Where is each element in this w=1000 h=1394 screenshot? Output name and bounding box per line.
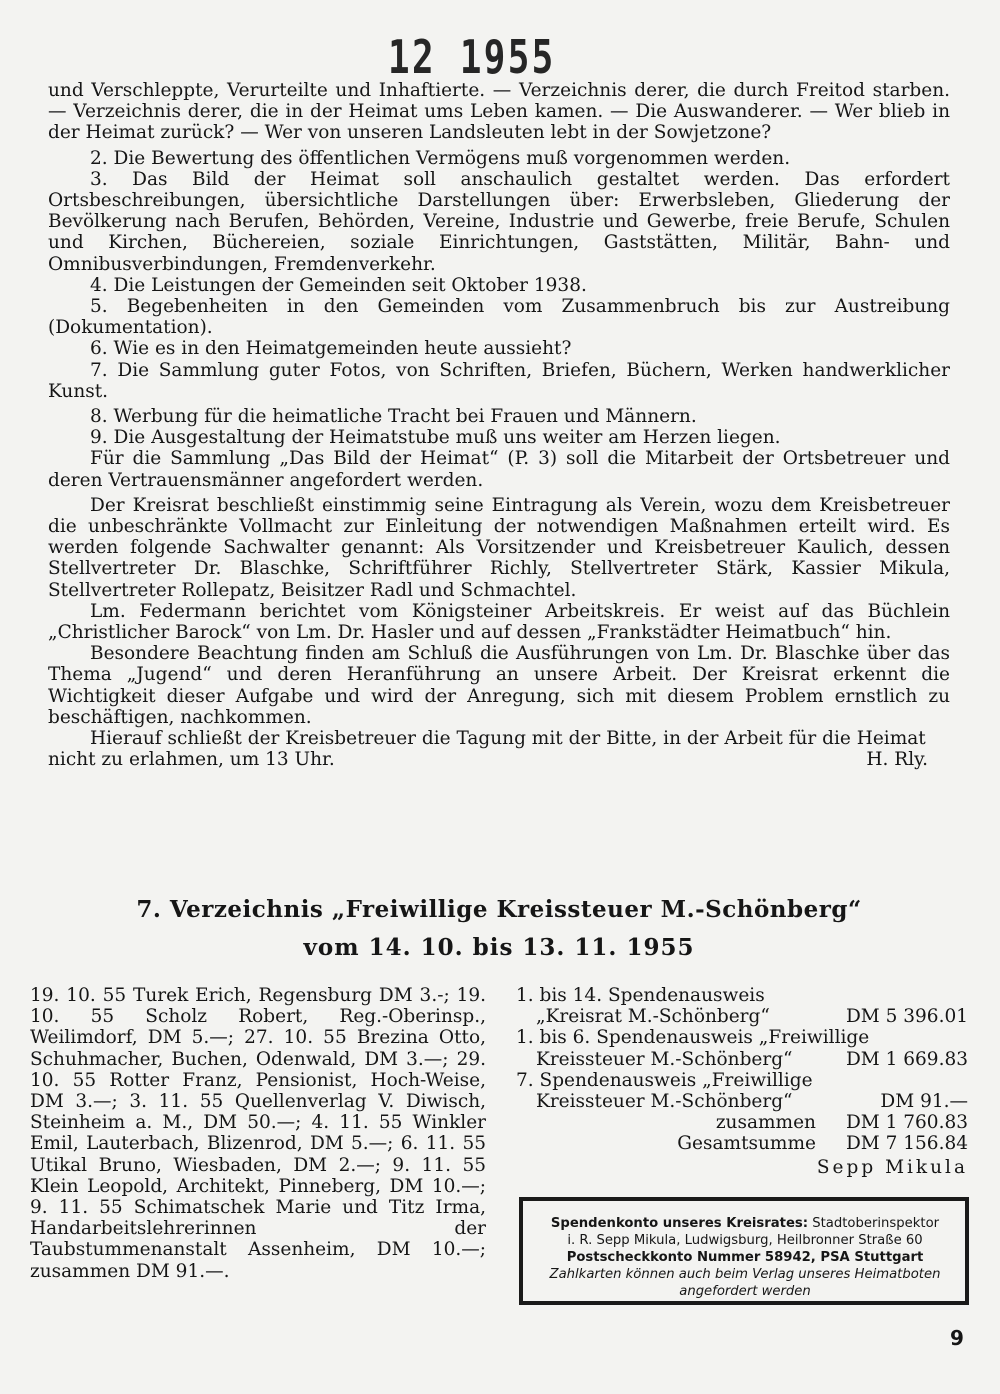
summary-label: „Kreisrat M.-Schönberg“ bbox=[536, 1006, 770, 1028]
donation-summary bbox=[516, 985, 968, 1178]
date-stamp: 12 1955 bbox=[388, 30, 556, 84]
summary-value: DM 1 669.83 bbox=[845, 1048, 968, 1070]
paragraph: Der Kreisrat beschließt einstimmig seine Eintragung als Verein, wozu dem Kreisbetreuer die unbeschränkte Vollmacht zur Einleitung der notwendigen Maßnahmen erteilt wird. Es werden folgende Sachwalter genannt: Als Vorsitzender und Kreisbetreuer Kaulich, dessen Stellvertreter Dr. Blaschke, Schriftführer Richly, Stellvertreter Stärk, Kassier Mikula, Stellvertreter Rollepatz, Beisitzer Radl und Schmachtel. bbox=[48, 494, 950, 601]
summary-line: 7. Spendenausweis „Freiwillige bbox=[516, 1069, 813, 1091]
total-row bbox=[516, 1112, 968, 1133]
summary-line: 1. bis 6. Spendenausweis „Freiwillige bbox=[516, 1027, 870, 1049]
summary-row bbox=[516, 1049, 968, 1070]
summary-value: DM 91.— bbox=[880, 1091, 968, 1113]
box-line bbox=[533, 1215, 957, 1232]
box-account-label: Spendenkonto unseres Kreisrates: bbox=[550, 1216, 809, 1231]
paragraph: Lm. Federmann berichtet vom Königsteiner Arbeitskreis. Er weist auf das Büchlein „Christlicher Barock“ von Lm. Dr. Hasler und auf dessen „Frankstädter Heimatbuch“ hin. bbox=[48, 600, 950, 644]
total-value: DM 1 760.83 bbox=[845, 1112, 968, 1134]
list-item: 4. Die Leistungen der Gemeinden seit Oktober 1938. bbox=[90, 274, 587, 296]
box-note: Zahlkarten können auch beim Verlag unseres Heimatboten angefordert werden bbox=[549, 1267, 941, 1299]
summary-value: DM 5 396.01 bbox=[845, 1006, 968, 1028]
bank-account-box bbox=[519, 1197, 969, 1305]
list-item: 9. Die Ausgestaltung der Heimatstube muß uns weiter am Herzen liegen. bbox=[90, 427, 781, 449]
summary-row bbox=[516, 1006, 968, 1027]
treasurer-signature: Sepp Mikula bbox=[816, 1156, 968, 1178]
box-title: Stadtoberinspektor bbox=[812, 1216, 940, 1231]
grand-total-row bbox=[516, 1133, 968, 1154]
list-item: 7. Die Sammlung guter Fotos, von Schriften, Briefen, Büchern, Werken handwerklicher Kunst. bbox=[48, 359, 950, 402]
paragraph bbox=[48, 728, 950, 770]
box-address: i. R. Sepp Mikula, Ludwigsburg, Heilbronner Straße 60 bbox=[567, 1233, 923, 1248]
box-postal-account: Postscheckkonto Nummer 58942, PSA Stuttgart bbox=[566, 1250, 924, 1265]
grand-total-value: DM 7 156.84 bbox=[845, 1133, 968, 1155]
summary-label: Kreissteuer M.-Schönberg“ bbox=[536, 1091, 793, 1113]
author-signature: H. Rly. bbox=[866, 749, 928, 771]
summary-row bbox=[516, 1091, 968, 1112]
summary-label: Kreissteuer M.-Schönberg“ bbox=[536, 1048, 793, 1070]
paragraph: Für die Sammlung „Das Bild der Heimat“ (P. 3) soll die Mitarbeit der Ortsbetreuer und deren Vertrauensmänner angefordert werden. bbox=[48, 448, 950, 491]
grand-total-label: Gesamtsumme bbox=[677, 1133, 816, 1155]
list-item: 2. Die Bewertung des öffentlichen Vermögens muß vorgenommen werden. bbox=[90, 147, 791, 169]
paragraph: Besondere Beachtung finden am Schluß die Ausführungen von Lm. Dr. Blaschke über das Thema „Jugend“ und deren Heranführung an unsere Arbeit. Der Kreisrat erkennt die Wichtigkeit dieser Aufgabe und wird der Anregung, sich mit diesem Problem ernstlich zu beschäftigen, nachkommen. bbox=[48, 643, 950, 728]
page-number: 9 bbox=[950, 1326, 964, 1350]
section-heading: 7. Verzeichnis „Freiwillige Kreissteuer M.-Schönberg“ bbox=[136, 896, 862, 923]
list-item: 3. Das Bild der Heimat soll anschaulich gestaltet werden. Das erfordert Ortsbeschreibungen, übersichtliche Darstellungen über: Erwerbsleben, Gliederung der Bevölkerung nach Berufen, Behörden, Vereine, Industrie und Gewerbe, freie Berufe, Schulen und Kirchen, Büchereien, soziale Einrichtungen, Gaststätten, Militär, Bahn- und Omnibusverbindungen, Fremdenverkehr. bbox=[48, 168, 950, 275]
main-text bbox=[48, 80, 950, 771]
closing-text: Hierauf schließt der Kreisbetreuer die Tagung mit der Bitte, in der Arbeit für die Heimat nicht zu erlahmen, um 13 Uhr. bbox=[48, 728, 926, 771]
list-item: 5. Begebenheiten in den Gemeinden vom Zusammenbruch bis zur Austreibung (Dokumentation). bbox=[48, 296, 950, 339]
paragraph: und Verschleppte, Verurteilte und Inhaftierte. — Verzeichnis derer, die durch Freitod starben. — Verzeichnis derer, die in der Heimat ums Leben kamen. — Die Auswanderer. — Wer blieb in der Heimat zurück? — Wer von unseren Landsleuten lebt in der Sowjetzone? bbox=[48, 80, 950, 144]
section-subheading: vom 14. 10. bis 13. 11. 1955 bbox=[303, 934, 695, 961]
total-label: zusammen bbox=[715, 1112, 816, 1134]
donor-list: 19. 10. 55 Turek Erich, Regensburg DM 3.-; 19. 10. 55 Scholz Robert, Reg.-Oberinsp., Weilimdorf, DM 5.—; 27. 10. 55 Brezina Otto, Schuhmacher, Buchen, Odenwald, DM 3.—; 29. 10. 55 Rotter Franz, Pensionist, Hoch-Weise, DM 3.—; 3. 11. 55 Quellenverlag V. Diwisch, Steinheim a. M., DM 50.—; 4. 11. 55 Winkler Emil, Lauterbach, Blizenrod, DM 5.—; 6. 11. 55 Utikal Bruno, Wiesbaden, DM 2.—; 9. 11. 55 Klein Leopold, Architekt, Pinneberg, DM 10.—; 9. 11. 55 Schimatschek Marie und Titz Irma, Handarbeitslehrerinnen der Taubstummenanstalt Assenheim, DM 10.—; zusammen DM 91.—. bbox=[30, 985, 486, 1282]
list-item: 8. Werbung für die heimatliche Tracht bei Frauen und Männern. bbox=[90, 406, 697, 428]
list-item: 6. Wie es in den Heimatgemeinden heute aussieht? bbox=[90, 338, 572, 360]
summary-line: 1. bis 14. Spendenausweis bbox=[516, 985, 765, 1006]
